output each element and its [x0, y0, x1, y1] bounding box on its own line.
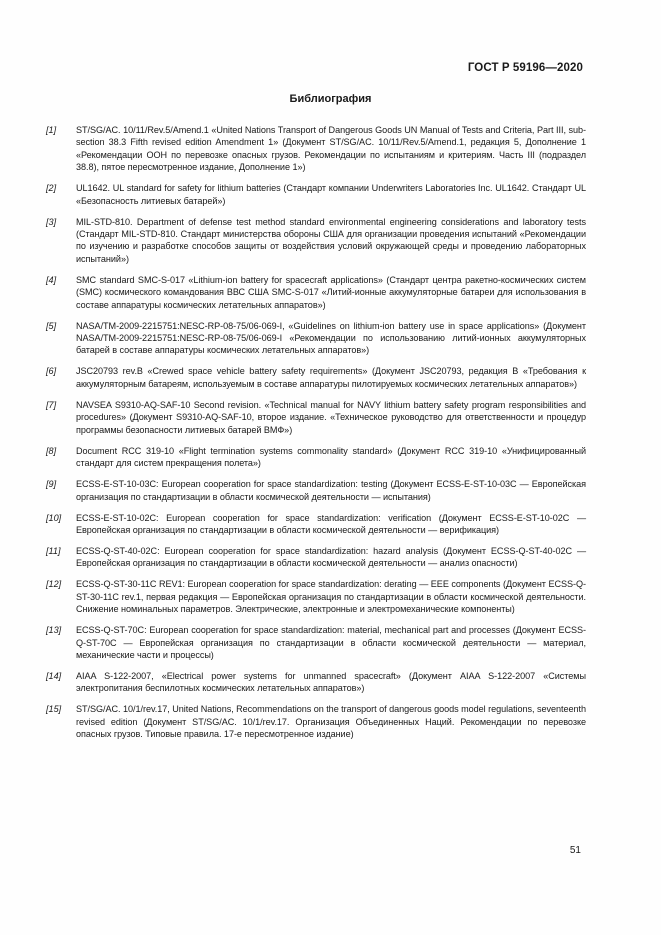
entry-text: MIL-STD-810. Department of defense test method standard environmental engineering considerations and laboratory tests (Стандарт MIL-STD-810. Стандарт министерства обороны США для организации проведения испытаний «Рекомендации по изучению и разработке способов защиты от воздействия условий окружающей среды и проведению лабораторных испытаний») [76, 216, 586, 264]
entry-number: [14] [46, 670, 62, 681]
bibliography-entry [46, 124, 586, 174]
entry-number: [10] [46, 512, 62, 523]
entry-text: ECSS-Q-ST-40-02C: European cooperation for space standardization: hazard analysis (Документ ECSS-Q-ST-40-02C — Европейская организация по стандартизации в области космической деятельности — анализ опасности) [76, 545, 586, 569]
bibliography-entry [46, 670, 586, 695]
entry-text: JSC20793 rev.B «Crewed space vehicle battery safety requirements» (Документ JSC20793, редакция В «Требования к аккумуляторным батареям, используемым в составе аппаратуры пилотируемых космических летательных аппаратов») [76, 366, 586, 389]
entry-text: SMC standard SMC-S-017 «Lithium-ion battery for spacecraft applications» (Стандарт центра ракетно-космических систем (SMC) космического командования ВВС США SMC-S-017 «Литий-ионные аккумуляторные батареи для использования в составе аппаратуры космических летательных аппаратов») [76, 274, 586, 310]
entry-number: [8] [46, 445, 57, 456]
entry-number: [9] [46, 479, 57, 490]
entry-number: [13] [46, 625, 62, 636]
entry-text: Document RCC 319-10 «Flight termination systems commonality standard» (Документ RCC 319-10 «Унифицированный стандарт для систем прекращения полета») [76, 445, 586, 469]
bibliography-list [46, 124, 586, 749]
page-number: 51 [569, 845, 581, 856]
entry-text: ECSS-Q-ST-70C: European cooperation for space standardization: material, mechanical part and processes (Документ ECSS-Q-ST-70C — Европейская организация по стандартизации в области космической деятельности — материал, механические части и процессы) [76, 625, 586, 660]
entry-text: NASA/TM-2009-2215751:NESC-RP-08-75/06-069-I, «Guidelines on lithium-ion battery use in space applications» (Документ NASA/TM-2009-2215751:NESC-RP-08-75/06-069-I «Рекомендации по использованию литий-ионных аккумуляторных батарей в составе аппаратуры космических летательных аппаратов») [76, 320, 586, 356]
entry-number: [7] [46, 399, 57, 410]
bibliography-entry [46, 578, 586, 615]
entry-text: ECSS-E-ST-10-02C: European cooperation for space standardization: verification (Документ ECSS-E-ST-10-02C — Европейская организация по стандартизации в области космической деятельности — верификация) [76, 512, 586, 535]
bibliography-entry [46, 216, 586, 266]
bibliography-entry [46, 320, 586, 357]
entry-text: ST/SG/AC. 10/11/Rev.5/Amend.1 «United Nations Transport of Dangerous Goods UN Manual of Tests and Criteria, Part III, sub-section 38.3 Fifth revised edition Amendment 1» (Документ ST/SG/AC. 10/11/Rev.5/Amend.1, редакция 5, Дополнение 1 «Рекомендации ООН по перевозке опасных грузов. Рекомендации по испытаниям и критериям. Часть III (подраздел 38.8), пятое пересмотренное издание, Дополнение 1») [76, 125, 586, 173]
entry-number: [1] [46, 125, 57, 135]
entry-text: ECSS-E-ST-10-03C: European cooperation for space standardization: testing (Документ ECSS-E-ST-10-03C — Европейская организация по стандартизации в области космической деятельности — испытания) [76, 479, 586, 502]
entry-text: ECSS-Q-ST-30-11C REV1: European cooperation for space standardization: derating — EEE components (Документ ECSS-Q-ST-30-11C rev.1, первая редакция — Европейская организация по стандартизации в области космической деятельности. Снижение номинальных параметров. Электрические, электронные и электромеханические компоненты) [76, 579, 586, 615]
entry-number: [12] [46, 579, 62, 590]
bibliography-entry [46, 365, 586, 390]
standard-code: ГОСТ Р 59196—2020 [467, 62, 583, 74]
entry-number: [11] [46, 545, 61, 556]
bibliography-entry [46, 399, 586, 436]
entry-text: UL1642. UL standard for safety for lithium batteries (Стандарт компании Underwriters Laboratories Inc. UL1642. Стандарт UL «Безопасность литиевых батарей») [76, 183, 586, 206]
bibliography-entry [46, 512, 586, 537]
entry-text: NAVSEA S9310-AQ-SAF-10 Second revision. «Technical manual for NAVY lithium battery safety program responsibilities and procedures» (Документ S9310-AQ-SAF-10, второе издание. «Техническое руководство для ответственности и процедур программы безопасности литиевых батарей ВМФ») [76, 399, 586, 435]
entry-number: [3] [46, 216, 57, 227]
bibliography-entry [46, 182, 586, 207]
entry-number: [2] [46, 183, 57, 194]
bibliography-entry [46, 703, 586, 740]
bibliography-entry [46, 478, 586, 503]
entry-number: [4] [46, 274, 57, 285]
entry-text: AIAA S-122-2007, «Electrical power systems for unmanned spacecraft» (Документ AIAA S-122-2007 «Системы электропитания беспилотных космических летательных аппаратов») [76, 670, 586, 694]
bibliography-entry [46, 445, 586, 470]
entry-number: [15] [46, 704, 62, 715]
page-title: Библиография [289, 93, 372, 105]
entry-text: ST/SG/AC. 10/1/rev.17, United Nations, Recommendations on the transport of dangerous goods model regulations, seventeenth revised edition (Документ ST/SG/AC. 10/1/rev.17. Организация Объединенных Наций. Рекомендации по перевозке опасных грузов. Типовые правила. 17-е пересмотренное издание) [76, 704, 586, 740]
bibliography-entry [46, 624, 586, 661]
bibliography-entry [46, 545, 586, 570]
entry-number: [5] [46, 320, 57, 331]
entry-number: [6] [46, 366, 57, 377]
bibliography-entry [46, 274, 586, 311]
